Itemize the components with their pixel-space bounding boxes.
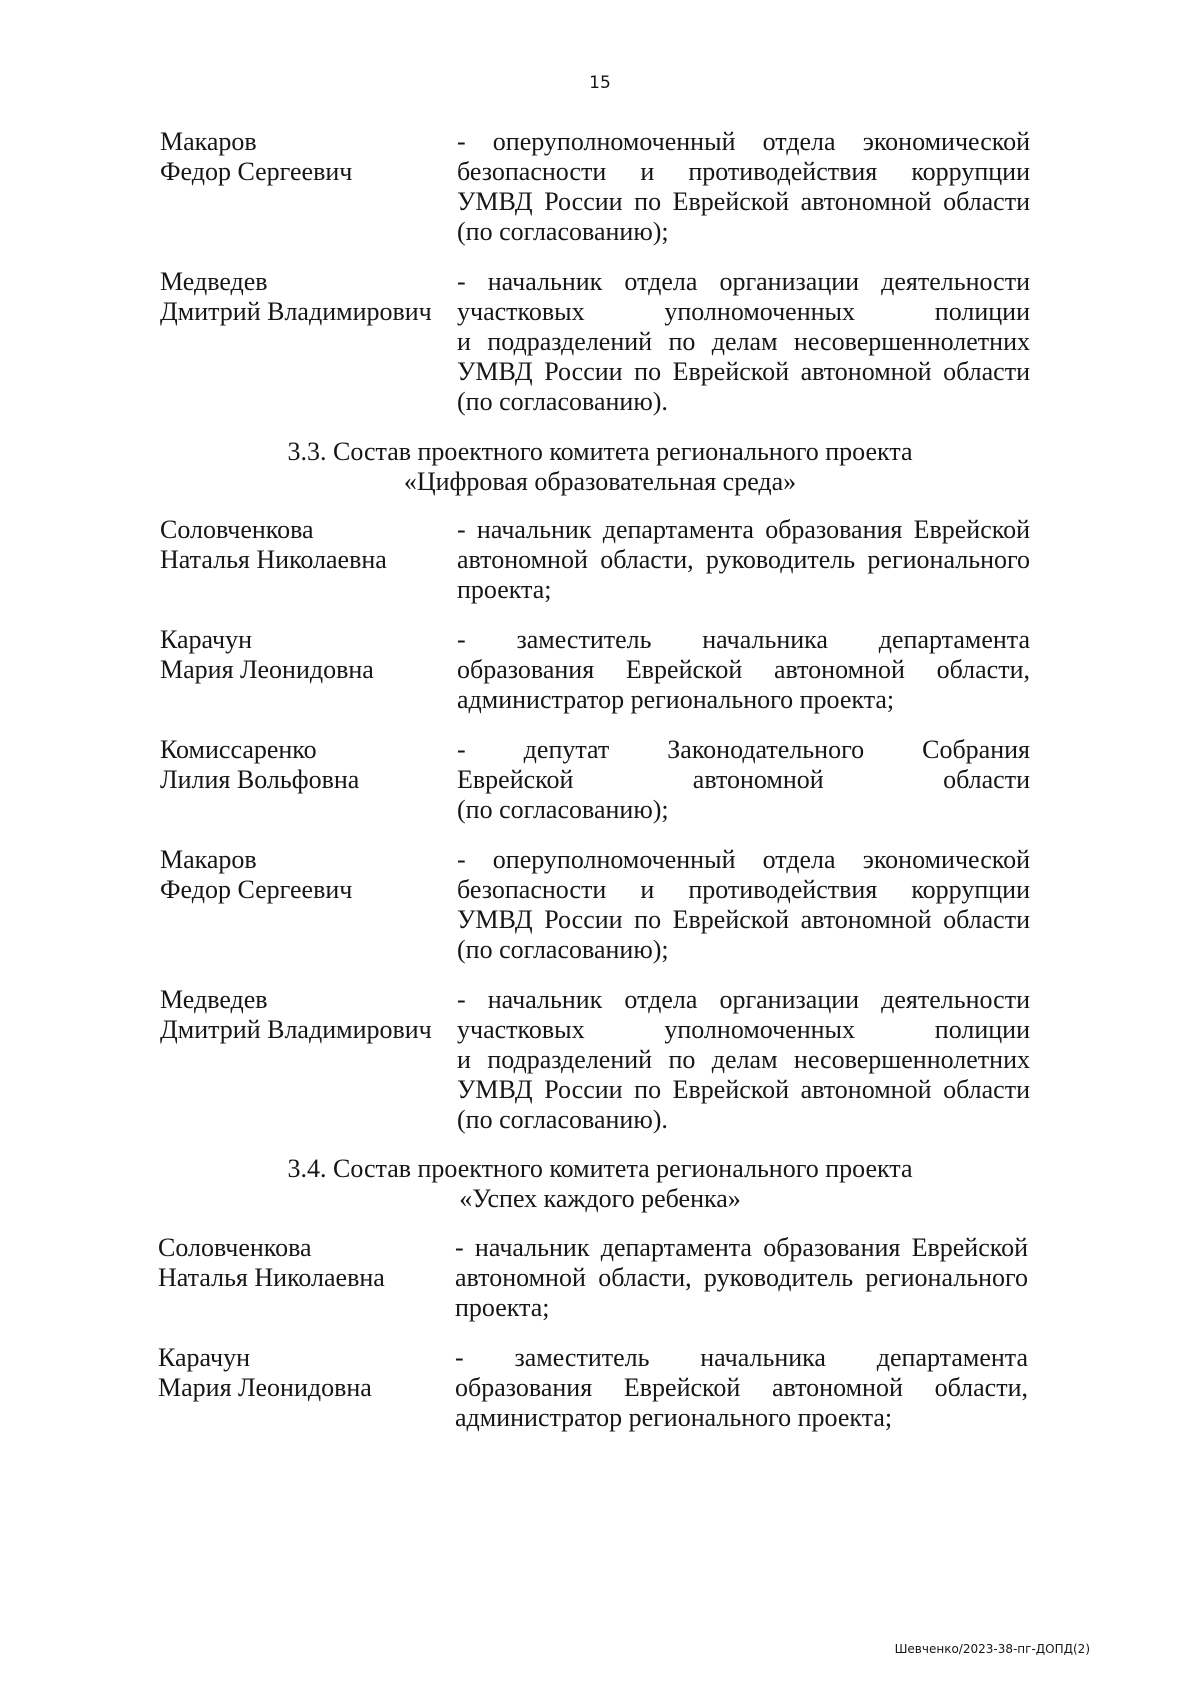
section-heading-3-3: [150, 437, 1050, 497]
member-role-line: УМВД России по Еврейской автономной области: [457, 1075, 1030, 1104]
member-name: Карачун Мария Леонидовна: [158, 1343, 372, 1402]
member-role-line: администратор регионального проекта;: [457, 685, 895, 714]
member-role-line: (по согласованию);: [457, 935, 669, 964]
member-role-line: (по согласованию).: [457, 387, 668, 416]
member-name: Соловченкова Наталья Николаевна: [158, 1233, 385, 1292]
member-role-line: (по согласованию);: [457, 217, 669, 246]
section-heading-3-4: [150, 1154, 1050, 1214]
member-name: Соловченкова Наталья Николаевна: [160, 515, 387, 574]
member-name: Медведев Дмитрий Владимирович: [160, 267, 432, 326]
member-name: Карачун Мария Леонидовна: [160, 625, 374, 684]
member-role-line: УМВД России по Еврейской автономной области: [457, 905, 1030, 934]
member-role-line: (по согласованию);: [457, 795, 669, 824]
member-role: [457, 625, 1030, 715]
member-name: Медведев Дмитрий Владимирович: [160, 985, 432, 1044]
member-role: [457, 127, 1030, 247]
member-role-line: проекта;: [457, 575, 552, 604]
member-role-line: участковых уполномоченных полиции: [457, 1015, 1030, 1044]
member-role-line: (по согласованию).: [457, 1105, 668, 1134]
member-role-line: автономной области, руководитель регионального: [455, 1263, 1028, 1292]
member-role-line: участковых уполномоченных полиции: [457, 297, 1030, 326]
member-role: [457, 267, 1030, 417]
member-role: [455, 1343, 1028, 1433]
member-role-line: и подразделений по делам несовершеннолетних: [457, 1045, 1030, 1074]
page-number: 15: [589, 73, 611, 93]
member-role-line: и подразделений по делам несовершеннолетних: [457, 327, 1030, 356]
member-role-line: УМВД России по Еврейской автономной области: [457, 187, 1030, 216]
member-role-line: образования Еврейской автономной области,: [457, 655, 1030, 684]
member-role-line: - начальник департамента образования Еврейской: [455, 1233, 1028, 1262]
document-code: Шевченко/2023-38-пг-ДОПД(2): [894, 1642, 1090, 1656]
section-heading-line: 3.4. Состав проектного комитета регионального проекта: [287, 1154, 913, 1183]
member-role-line: администратор регионального проекта;: [455, 1403, 893, 1432]
section-heading-line: «Цифровая образовательная среда»: [403, 467, 797, 496]
member-role-line: проекта;: [455, 1293, 550, 1322]
member-role-line: - заместитель начальника департамента: [457, 625, 1030, 654]
member-name: Комиссаренко Лилия Вольфовна: [160, 735, 360, 794]
member-role-line: Еврейской автономной области: [457, 765, 1030, 794]
member-role-line: безопасности и противодействия коррупции: [457, 157, 1030, 186]
member-role-line: - начальник департамента образования Еврейской: [457, 515, 1030, 544]
member-role-line: образования Еврейской автономной области,: [455, 1373, 1028, 1402]
member-role: [457, 985, 1030, 1135]
section-heading-line: 3.3. Состав проектного комитета регионального проекта: [287, 437, 913, 466]
member-role-line: УМВД России по Еврейской автономной области: [457, 357, 1030, 386]
member-role-line: - заместитель начальника департамента: [455, 1343, 1028, 1372]
section-heading-line: «Успех каждого ребенка»: [459, 1184, 741, 1213]
member-role-line: - начальник отдела организации деятельности: [457, 985, 1030, 1014]
member-role: [457, 845, 1030, 965]
member-role-line: - депутат Законодательного Собрания: [457, 735, 1030, 764]
member-role-line: - оперуполномоченный отдела экономической: [457, 845, 1030, 874]
member-role-line: безопасности и противодействия коррупции: [457, 875, 1030, 904]
member-name: Макаров Федор Сергеевич: [160, 845, 353, 904]
member-role-line: автономной области, руководитель регионального: [457, 545, 1030, 574]
member-role: [455, 1233, 1028, 1323]
member-role: [457, 515, 1030, 605]
member-role: [457, 735, 1030, 825]
member-role-line: - начальник отдела организации деятельности: [457, 267, 1030, 296]
member-name: Макаров Федор Сергеевич: [160, 127, 353, 186]
member-role-line: - оперуполномоченный отдела экономической: [457, 127, 1030, 156]
